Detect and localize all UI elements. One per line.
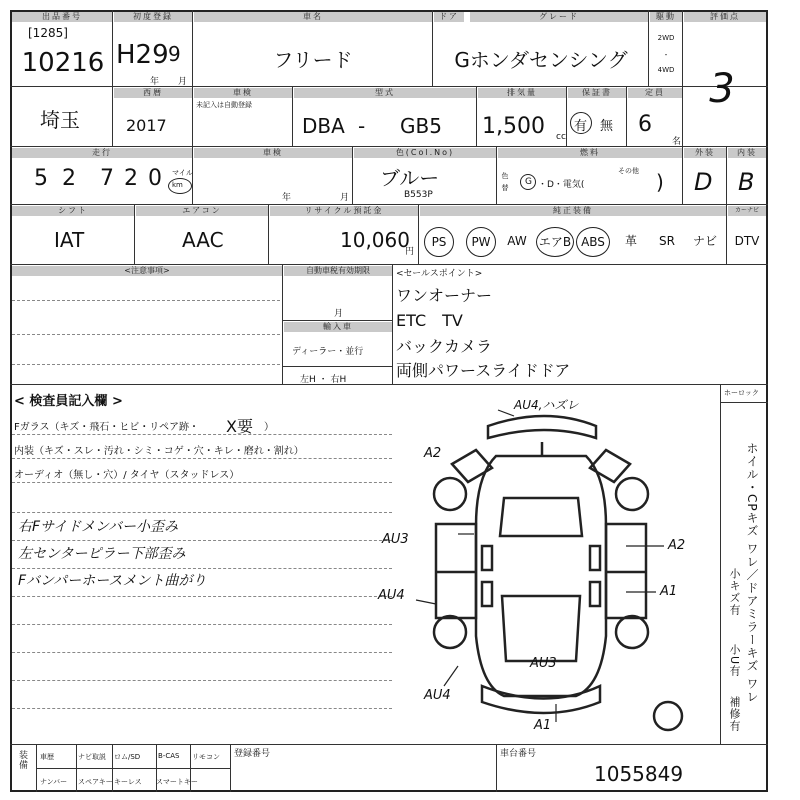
western-year: 2017 — [126, 116, 167, 135]
recycle-header: リサイクル預託金 — [270, 206, 418, 216]
displacement: 1,500 — [482, 114, 545, 139]
equip-navi: ナビ — [692, 234, 717, 248]
navi-manual: ナビ取説 — [78, 753, 106, 761]
western-header: 西暦 — [114, 88, 192, 98]
shaken-year-unit: 年 — [282, 193, 292, 203]
spare-key: スペアキー — [78, 778, 113, 786]
capacity-header: 定員 — [628, 88, 682, 98]
reg-era-year: H29 — [116, 40, 169, 70]
door-header: ドア — [434, 12, 464, 22]
equip-sunroof: SR — [659, 234, 675, 248]
drive-header: 駆動 — [650, 12, 682, 22]
damage-label-au3-bottom: AU3 — [530, 656, 557, 671]
cc-unit: cc — [556, 132, 566, 142]
mileage-digit-5: 0 — [148, 166, 162, 191]
damage-label-au4-bottom: AU4 — [424, 688, 451, 703]
model-dash: - — [358, 114, 366, 138]
model-code: GB5 — [400, 114, 442, 138]
equip-pw: PW — [466, 227, 496, 257]
handwritten-note-1: 右Fサイドメンバー小歪み — [18, 519, 178, 535]
color-change: 色替 — [501, 172, 509, 192]
equipment-header: 純正装備 — [420, 206, 726, 216]
side-repair: 補修有 — [728, 696, 741, 732]
fuel-close: ) — [656, 170, 664, 194]
warranty-no: 無 — [600, 119, 614, 134]
interior-line: 内装（キズ・スレ・汚れ・シミ・コゲ・穴・キレ・磨れ・割れ） — [14, 446, 304, 457]
b-cas: B-CAS — [158, 752, 180, 760]
equip-ps: PS — [424, 227, 454, 257]
lot-number: 10216 — [21, 48, 105, 78]
damage-label-top: AU4,ハズレ — [514, 398, 579, 412]
sales-point-3: バックカメラ — [396, 337, 493, 356]
damage-label-au4-left: AU4 — [378, 588, 405, 603]
shift-header: シフト — [12, 206, 134, 216]
shaken-month-unit: 月 — [340, 193, 350, 203]
shift-value: IAT — [54, 228, 85, 252]
equip-airbag: エアB — [536, 227, 574, 257]
sales-point-4: 両側パワースライドドア — [396, 361, 571, 380]
reg-date-header: 初度登録 — [114, 12, 192, 22]
equip-abs: ABS — [576, 227, 610, 257]
smart-key: スマートキー — [156, 778, 198, 786]
auction-no-header: 出品番号 — [12, 12, 112, 22]
color-code: B553P — [404, 190, 433, 200]
grade: Gホンダセンシング — [454, 48, 628, 72]
sales-point-header: <セールスポイント> — [396, 269, 483, 279]
region: 埼玉 — [40, 108, 80, 132]
interior-header: 内装 — [728, 148, 766, 158]
fuel-header: 燃料 — [498, 148, 682, 158]
side-wheel-mirror-text: ホイル・CPキズ ワレ／ドアミラーキズ ワレ — [745, 442, 759, 704]
audio-line: オーディオ（無し・穴）/ タイヤ（スタッドレス） — [14, 470, 240, 481]
drive-2wd: 2WD — [657, 34, 675, 42]
vin-label: 車台番号 — [500, 749, 537, 759]
handwritten-note-2: 左センターピラー下部歪み — [18, 546, 186, 562]
car-history: 車歴 — [40, 753, 54, 761]
keyless: キーレス — [114, 778, 142, 786]
damage-label-a1-right: A1 — [660, 584, 678, 599]
mileage-header: 走行 — [12, 148, 192, 158]
rom-sd: ロム/SD — [114, 753, 141, 761]
lot-sub-number: [1285] — [28, 26, 68, 40]
glass-mark: X要 — [226, 417, 253, 436]
km-unit: km — [172, 181, 183, 189]
damage-label-au3-left: AU3 — [382, 532, 409, 547]
mileage-digit-1: 5 — [34, 166, 48, 191]
car-name-header: 車名 — [194, 12, 432, 22]
glass-line: Fガラス（キズ・飛石・ヒビ・リペア跡・ — [14, 422, 200, 433]
handle-side: 左H ・ 右H — [300, 375, 347, 385]
number-plate: ナンバー — [40, 778, 68, 786]
fuel-gasoline: G — [525, 177, 532, 187]
sales-point-2: ETC TV — [396, 311, 463, 330]
model-header: 型式 — [294, 88, 476, 98]
inspection-note: 未記入は自動登録 — [196, 101, 252, 109]
score-value: 3 — [709, 66, 735, 112]
side-minor-u: 小U有 — [728, 644, 741, 678]
mileage-digit-4: 2 — [124, 166, 138, 191]
exterior-header: 外装 — [684, 148, 726, 158]
auto-tax-month: 月 — [334, 309, 344, 319]
caution-header: <注意事項> — [12, 266, 282, 276]
fuel-other: その他 — [618, 167, 639, 175]
equip-aw: AW — [507, 234, 527, 248]
ac-header: エアコン — [136, 206, 268, 216]
inspection-header: 車検 — [194, 88, 292, 98]
color-name: ブルー — [380, 166, 440, 190]
capacity-unit: 名 — [672, 137, 682, 147]
score-header: 評価点 — [684, 12, 766, 22]
displacement-header: 排気量 — [478, 88, 566, 98]
import-header: 輸入車 — [284, 322, 392, 332]
color-header: 色(Col.No) — [354, 148, 496, 158]
handwritten-note-3: Fバンパーホースメント曲がり — [18, 573, 207, 589]
drive-4wd: 4WD — [657, 66, 675, 74]
grade-header: グレード — [470, 12, 648, 22]
model-prefix: DBA — [302, 114, 345, 138]
interior-grade: B — [738, 168, 755, 196]
glass-close: ） — [264, 422, 274, 433]
mileage-digit-3: 7 — [100, 166, 114, 191]
damage-label-a2-left: A2 — [424, 446, 442, 461]
shaken-header: 車検 — [194, 148, 352, 158]
equip-dtv: DTV — [734, 234, 760, 248]
carnavi-header: カーナビ — [728, 206, 766, 216]
yen-unit: 円 — [405, 247, 415, 257]
inspector-title: < 検査員記入欄 > — [14, 394, 123, 409]
remote-control: リモコン — [192, 753, 220, 761]
warranty-yes: 有 — [574, 119, 588, 134]
drive-dot: ・ — [662, 51, 670, 59]
registration-number-label: 登録番号 — [234, 749, 271, 759]
damage-label-a1-bottom: A1 — [534, 718, 552, 733]
car-name: フリード — [273, 48, 353, 72]
equipment-vertical-label: 装備 — [17, 750, 27, 770]
reg-month: 9 — [168, 42, 181, 66]
equip-leather: 革 — [624, 234, 637, 248]
import-dealer: ディーラー・並行 — [292, 347, 364, 357]
capacity: 6 — [638, 112, 652, 137]
sales-point-1: ワンオーナー — [396, 286, 493, 305]
mile-unit: マイル — [172, 169, 193, 177]
warranty-header: 保証書 — [568, 88, 626, 98]
reg-year-unit: 年 — [150, 77, 160, 87]
lock-label: ホーロック — [724, 389, 759, 397]
recycle-fee: 10,060 — [340, 228, 410, 252]
vin-number: 1055849 — [594, 762, 684, 786]
exterior-grade: D — [694, 168, 713, 196]
reg-month-unit: 月 — [178, 77, 188, 87]
side-minor-scratch: 小キズ有 — [728, 568, 741, 616]
ac-value: AAC — [182, 228, 224, 252]
auto-tax-header: 自動車税有効期限 — [284, 266, 392, 276]
mileage-digit-2: 2 — [62, 166, 76, 191]
fuel-options: ・D・電気( — [538, 180, 585, 190]
damage-label-a2-right: A2 — [668, 538, 686, 553]
